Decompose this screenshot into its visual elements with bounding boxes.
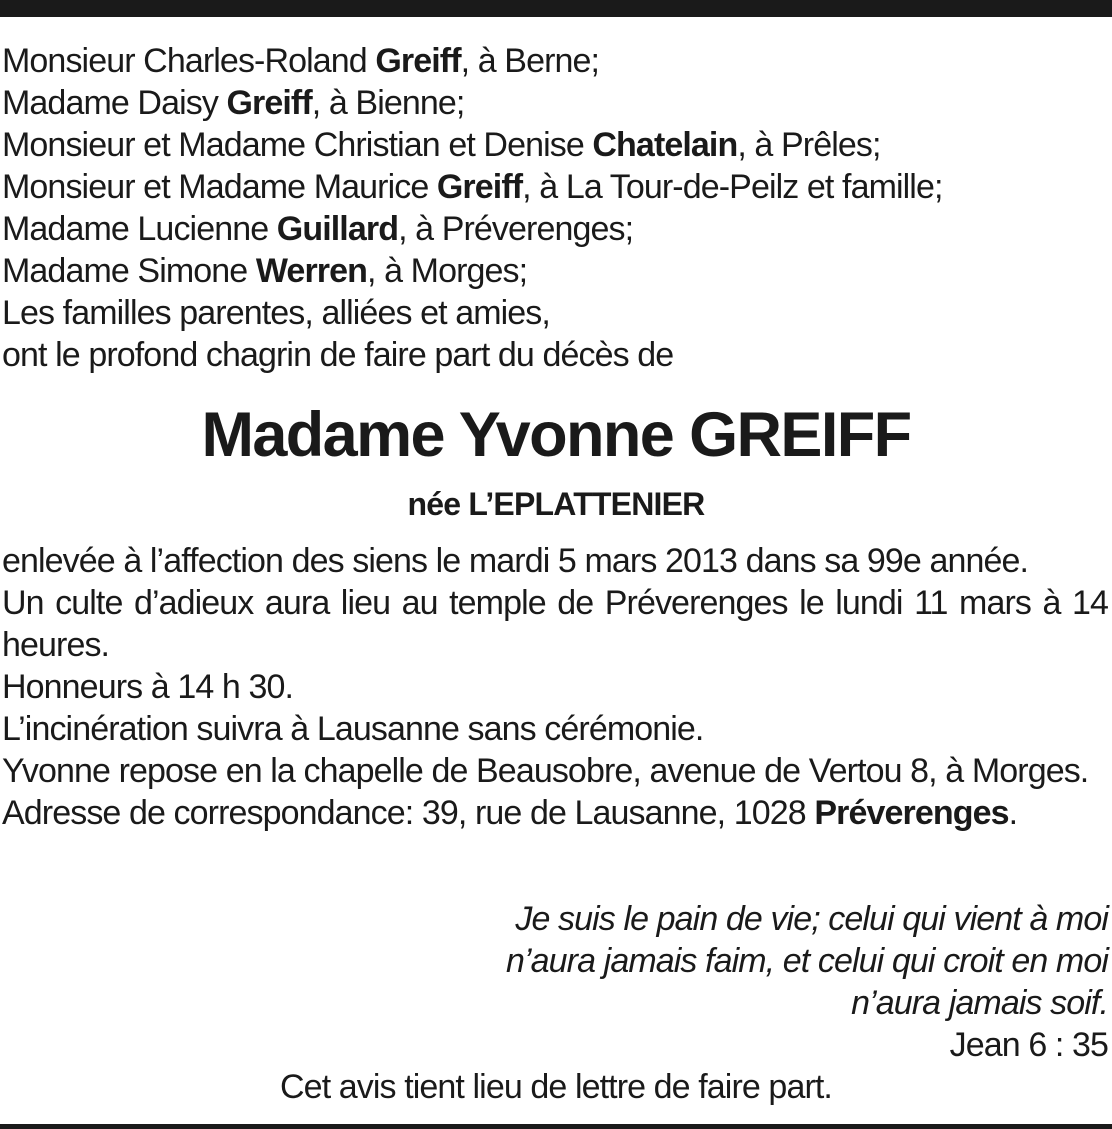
family-surname: Greiff bbox=[375, 42, 461, 80]
family-surname: Werren bbox=[255, 252, 367, 290]
verse-line: Je suis le pain de vie; celui qui vient à moi bbox=[515, 900, 1108, 938]
verse-reference: Jean 6 : 35 bbox=[949, 1026, 1108, 1064]
correspondence-address: Adresse de correspondance: 39, rue de Lausanne, 1028 Préverenges. bbox=[2, 794, 1018, 832]
family-line: Madame Daisy Greiff, à Bienne; bbox=[2, 84, 465, 122]
family-surname: Greiff bbox=[436, 168, 523, 206]
family-surname: Chatelain bbox=[592, 126, 738, 164]
closing-notice: Cet avis tient lieu de lettre de faire part. bbox=[280, 1068, 832, 1106]
family-list bbox=[2, 40, 1107, 376]
bottom-rule bbox=[0, 1124, 1112, 1129]
notice-body bbox=[2, 540, 1108, 834]
family-line: Madame Simone Werren, à Morges; bbox=[2, 252, 528, 290]
bible-verse bbox=[208, 898, 1108, 1066]
family-line: Monsieur Charles-Roland Greiff, à Berne; bbox=[2, 42, 600, 80]
verse-line: n’aura jamais faim, et celui qui croit en moi bbox=[506, 942, 1108, 980]
address-town: Préverenges bbox=[814, 794, 1009, 832]
honours-line: Honneurs à 14 h 30. bbox=[2, 668, 294, 706]
verse-line: n’aura jamais soif. bbox=[851, 984, 1108, 1022]
family-line: Madame Lucienne Guillard, à Préverenges; bbox=[2, 210, 634, 248]
family-line: Monsieur et Madame Christian et Denise Chatelain, à Prêles; bbox=[2, 126, 881, 164]
maiden-name: née L’EPLATTENIER bbox=[407, 486, 705, 522]
death-date-line: enlevée à l’affection des siens le mardi 5 mars 2013 dans sa 99e année. bbox=[2, 542, 1029, 580]
top-rule bbox=[0, 0, 1112, 17]
ceremony-paragraph: Un culte d’adieux aura lieu au temple de Préverenges le lundi 11 mars à 14 heures. bbox=[2, 584, 1108, 664]
cremation-line: L’incinération suivra à Lausanne sans cérémonie. bbox=[2, 710, 704, 748]
family-line: Monsieur et Madame Maurice Greiff, à La Tour-de-Peilz et famille; bbox=[2, 168, 943, 206]
repose-paragraph: Yvonne repose en la chapelle de Beausobre, avenue de Vertou 8, à Morges. bbox=[2, 752, 1089, 790]
deceased-name: Madame Yvonne GREIFF bbox=[201, 400, 911, 470]
family-surname: Greiff bbox=[226, 84, 312, 122]
family-line: Les familles parentes, alliées et amies, bbox=[2, 294, 550, 332]
family-surname: Guillard bbox=[276, 210, 399, 248]
announcement-line: ont le profond chagrin de faire part du décès de bbox=[2, 336, 674, 374]
